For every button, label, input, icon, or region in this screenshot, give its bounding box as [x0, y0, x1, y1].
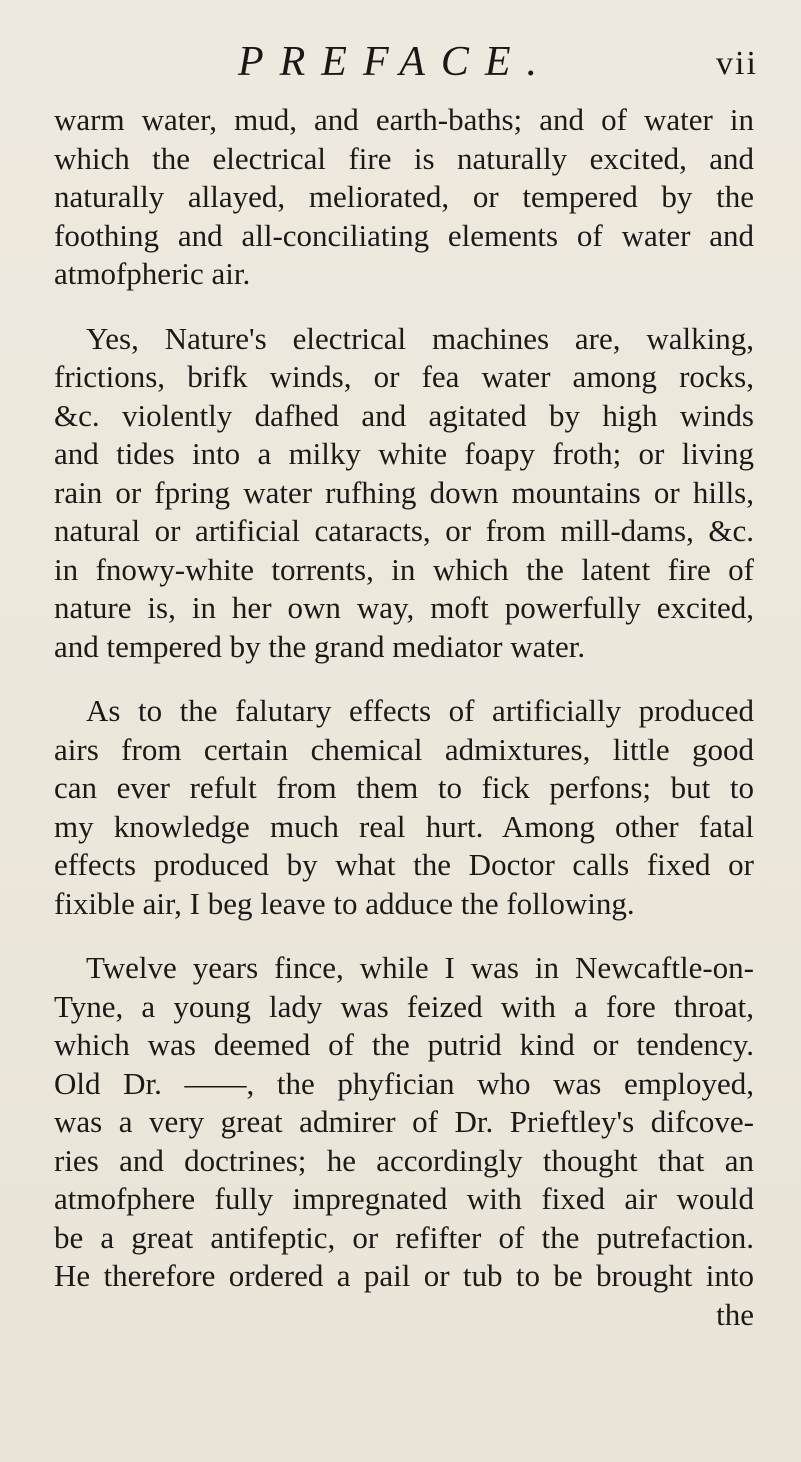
text-line: Twelve years fince, while I was in Newcaftle-on- [86, 950, 754, 985]
running-title: PREFACE. [238, 39, 554, 85]
text-line: fixible air, I beg leave to adduce the following. [54, 885, 635, 921]
text-line: airs from certain chemical admixtures, little good [54, 731, 754, 767]
text-line: He therefore ordered a pail or tub to be brought into [54, 1258, 754, 1293]
page-number: vii [716, 45, 758, 82]
text-line: which was deemed of the putrid kind or tendency. [54, 1027, 754, 1062]
text-line: Old Dr. ——, the phyfician who was employed, [54, 1065, 754, 1101]
text-line: foothing and all-conciliating elements of water and [54, 217, 754, 253]
text-line: can ever refult from them to fick perfons; but to [54, 770, 754, 805]
text-line: nature is, in her own way, moft powerfully excited, [54, 590, 754, 625]
text-line: atmofpheric air. [54, 256, 251, 291]
text-line: Yes, Nature's electrical machines are, walking, [86, 320, 754, 356]
text-line: be a great antifeptic, or refifter of the putrefaction. [54, 1219, 754, 1255]
text-line: ries and doctrines; he accordingly thought that an [54, 1142, 754, 1178]
text-line: natural or artificial cataracts, or from mill-dams, &c. [54, 513, 754, 548]
text-line: and tempered by the grand mediator water. [54, 628, 586, 664]
text-line: naturally allayed, meliorated, or tempered by the [54, 179, 754, 214]
text-line: atmofphere fully impregnated with fixed air would [54, 1181, 754, 1216]
text-line: frictions, brifk winds, or fea water among rocks, [54, 359, 754, 394]
text-line: As to the falutary effects of artificially produced [86, 693, 754, 728]
text-line: effects produced by what the Doctor calls fixed or [54, 847, 754, 882]
text-line: &c. violently dafhed and agitated by high winds [54, 397, 754, 433]
paragraph-4 [54, 949, 754, 1334]
text-line: warm water, mud, and earth-baths; and of water in [54, 102, 754, 137]
text-line: Tyne, a young lady was feized with a fore throat, [54, 988, 754, 1024]
paragraph-3 [54, 692, 754, 923]
paragraph-2 [54, 320, 754, 667]
text-line: which the electrical fire is naturally excited, and [54, 140, 754, 176]
body-text [54, 101, 754, 1360]
text-line: and tides into a milky white foapy froth; or living [54, 436, 754, 471]
text-line: in fnowy-white torrents, in which the latent fire of [54, 551, 754, 587]
text-line: my knowledge much real hurt. Among other fatal [54, 808, 754, 844]
text-line: rain or fpring water rufhing down mountains or hills, [54, 474, 754, 510]
running-header [0, 34, 801, 90]
paragraph-1 [54, 101, 754, 294]
catchword: the [716, 1296, 754, 1332]
text-line: was a very great admirer of Dr. Prieftley's difcove- [54, 1104, 754, 1139]
